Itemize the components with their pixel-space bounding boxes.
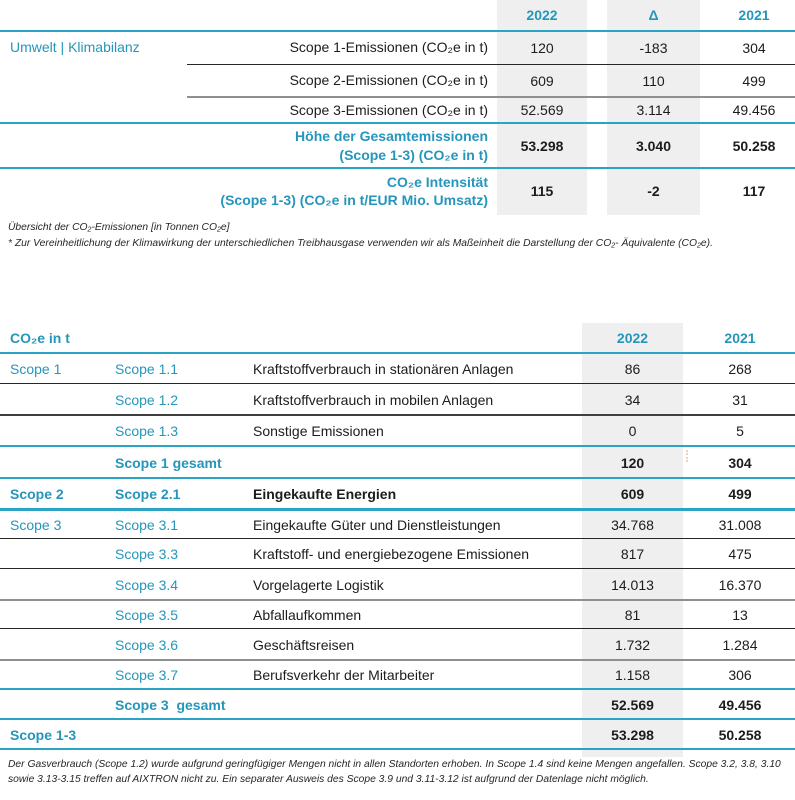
value-2022: 52.569	[520, 102, 564, 118]
table-row	[0, 65, 795, 96]
description-cell: Kraftstoffverbrauch in mobilen Anlagen	[253, 391, 494, 408]
value-2021-cell: 499	[728, 486, 752, 502]
value-2022: 609	[530, 72, 554, 89]
rule	[0, 167, 795, 169]
row-label	[0, 173, 497, 209]
scope-cell: Scope 3.6	[115, 636, 179, 653]
description-cell: Vorgelagerte Logistik	[253, 576, 384, 593]
scope-cell: Scope 1.2	[115, 391, 179, 408]
table-row	[0, 570, 795, 599]
column-header-delta: Δ	[648, 7, 659, 23]
scope-group-cell: Scope 1	[10, 360, 62, 377]
table1-footnote: * Zur Vereinheitlichung der Klimawirkung der unterschiedlichen Treibhausgase verwenden wir als Maßeinheit die Darstellung der CO₂- Äquivalente (CO₂e).	[8, 238, 713, 249]
unit-label: CO₂e in t	[10, 329, 70, 346]
value-2022-cell: 14.013	[611, 576, 654, 593]
table-row-subtotal	[0, 691, 795, 718]
table-row	[0, 98, 795, 122]
value-delta: -2	[647, 183, 660, 199]
rule	[0, 659, 795, 661]
value-2022: 53.298	[520, 137, 564, 154]
table-row	[0, 385, 795, 414]
rule	[0, 748, 795, 750]
scope-cell: Scope 2.1	[115, 486, 181, 502]
scope-cell: Scope 3.1	[115, 517, 179, 533]
rule	[187, 96, 795, 98]
rule	[0, 508, 795, 511]
rule	[0, 628, 795, 629]
value-2021-cell: 16.370	[718, 576, 762, 593]
table-row-subtotal	[0, 448, 795, 477]
row-label: Scope 2-Emissionen (CO₂e in t)	[289, 72, 488, 89]
value-2022-cell: 120	[620, 454, 645, 471]
value-2021-cell: 306	[728, 667, 752, 683]
rule	[0, 383, 795, 384]
scope-cell: Scope 1 gesamt	[115, 454, 222, 471]
value-2022-cell: 86	[624, 360, 641, 377]
description-cell: Eingekaufte Güter und Dienstleistungen	[253, 517, 501, 533]
table2-footnote: Der Gasverbrauch (Scope 1.2) wurde aufgrund geringfügiger Mengen nicht in allen Standorten erhoben. In Scope 1.4 sind keine Mengen angefallen. Scope 3.2, 3.8, 3.10 sowie 3.13-3.15 treffen auf AIXTRON nicht zu. Ein separater Ausweis des Scope 3.9 und 3.11-3.12 ist aufgrund der Datenlage nicht möglich.	[8, 759, 781, 785]
value-2021-cell: 13	[732, 607, 748, 623]
rule	[0, 30, 795, 32]
value-2021-cell: 1.284	[722, 636, 758, 653]
value-2021-cell: 304	[728, 454, 752, 471]
rule	[0, 352, 795, 354]
value-delta: -183	[639, 39, 668, 56]
section-label: Umwelt | Klimabilanz	[10, 39, 140, 55]
description-cell: Eingekaufte Energien	[253, 486, 397, 502]
row-label-line1: CO₂e Intensität	[386, 173, 488, 190]
column-header-2022: 2022	[526, 7, 558, 23]
value-2021: 117	[742, 183, 766, 199]
value-2022-cell: 609	[620, 486, 645, 502]
row-label: Scope 3-Emissionen (CO₂e in t)	[289, 101, 488, 118]
scope-cell: Scope 3 gesamt	[115, 696, 226, 713]
value-2022-cell: 817	[620, 546, 645, 562]
value-2022: 120	[530, 39, 554, 56]
scope-cell: Scope 1.3	[115, 423, 179, 439]
column-header-2022: 2022	[616, 329, 649, 346]
description-cell: Kraftstoffverbrauch in stationären Anlagen	[253, 360, 514, 377]
scope-cell: Scope 1.1	[115, 360, 179, 377]
table-row	[0, 512, 795, 538]
table-row	[0, 662, 795, 688]
rule	[0, 445, 795, 447]
value-2021: 49.456	[732, 102, 776, 118]
value-2022-cell: 53.298	[611, 726, 654, 743]
description-cell: Berufsverkehr der Mitarbeiter	[253, 667, 435, 683]
value-2022-cell: 1.158	[614, 667, 651, 683]
row-label-line2: (Scope 1-3) (CO₂e in t/EUR Mio. Umsatz)	[220, 192, 488, 208]
scope-group-cell: Scope 1-3	[10, 726, 77, 743]
value-2021: 50.258	[732, 137, 776, 154]
rule	[0, 477, 795, 479]
value-2021: 499	[742, 72, 766, 89]
value-2021-cell: 31	[732, 391, 748, 408]
description-cell: Geschäftsreisen	[253, 636, 355, 653]
column-header-2021: 2021	[738, 7, 770, 23]
value-2021-cell: 5	[736, 423, 744, 439]
value-2021-cell: 268	[728, 360, 752, 377]
rule	[0, 414, 795, 416]
table-row	[0, 540, 795, 568]
table-row	[0, 354, 795, 383]
table-row	[0, 417, 795, 445]
value-2021-cell: 475	[728, 546, 752, 562]
table-row-intensity	[0, 169, 795, 213]
value-2021: 304	[742, 39, 766, 56]
scope-cell: Scope 3.7	[115, 667, 179, 683]
value-delta: 3.114	[636, 102, 671, 118]
description-cell: Kraftstoff- und energiebezogene Emissionen	[253, 546, 530, 562]
column-header-2021: 2021	[724, 329, 756, 346]
description-cell: Abfallaufkommen	[253, 607, 362, 623]
row-label-line2: (Scope 1-3) (CO₂e in t)	[339, 146, 488, 163]
scope-cell: Scope 3.5	[115, 607, 179, 623]
table1-caption: Übersicht der CO₂-Emissionen [in Tonnen CO₂e]	[8, 222, 230, 233]
rule	[0, 599, 795, 601]
rule	[0, 568, 795, 569]
scope-cell: Scope 3.4	[115, 576, 179, 593]
value-2022-cell: 52.569	[611, 696, 654, 713]
rule	[0, 538, 795, 539]
rule	[0, 718, 795, 720]
row-label-line1: Höhe der Gesamtemissionen	[295, 128, 488, 145]
value-2022-cell: 34	[624, 391, 641, 408]
scope-group-cell: Scope 2	[10, 486, 64, 502]
rule	[0, 122, 795, 124]
scope-group-cell: Scope 3	[10, 517, 62, 533]
table-row-total	[0, 124, 795, 167]
table-row-total	[0, 721, 795, 748]
table1-header-row	[0, 0, 795, 30]
row-label: Scope 1-Emissionen (CO₂e in t)	[289, 39, 488, 56]
rule	[187, 64, 795, 65]
table-row	[0, 630, 795, 659]
stray-caret-artifact	[686, 450, 688, 462]
value-2021-cell: 49.456	[718, 696, 762, 713]
value-2022: 115	[530, 183, 554, 199]
value-2022-cell: 81	[624, 607, 641, 623]
value-2021-cell: 50.258	[718, 726, 762, 743]
value-delta: 110	[642, 72, 665, 89]
scope-cell: Scope 3.3	[115, 546, 179, 562]
value-2022-cell: 34.768	[611, 517, 654, 533]
value-2022-cell: 0	[628, 423, 637, 439]
value-2021-cell: 31.008	[718, 517, 762, 533]
table2-header-row	[0, 323, 795, 352]
table-row	[0, 602, 795, 628]
description-cell: Sonstige Emissionen	[253, 423, 384, 439]
value-delta: 3.040	[635, 137, 672, 154]
row-label	[0, 127, 497, 163]
table-row	[0, 31, 795, 64]
rule	[0, 688, 795, 690]
table-row	[0, 480, 795, 508]
value-2022-cell: 1.732	[614, 636, 651, 653]
